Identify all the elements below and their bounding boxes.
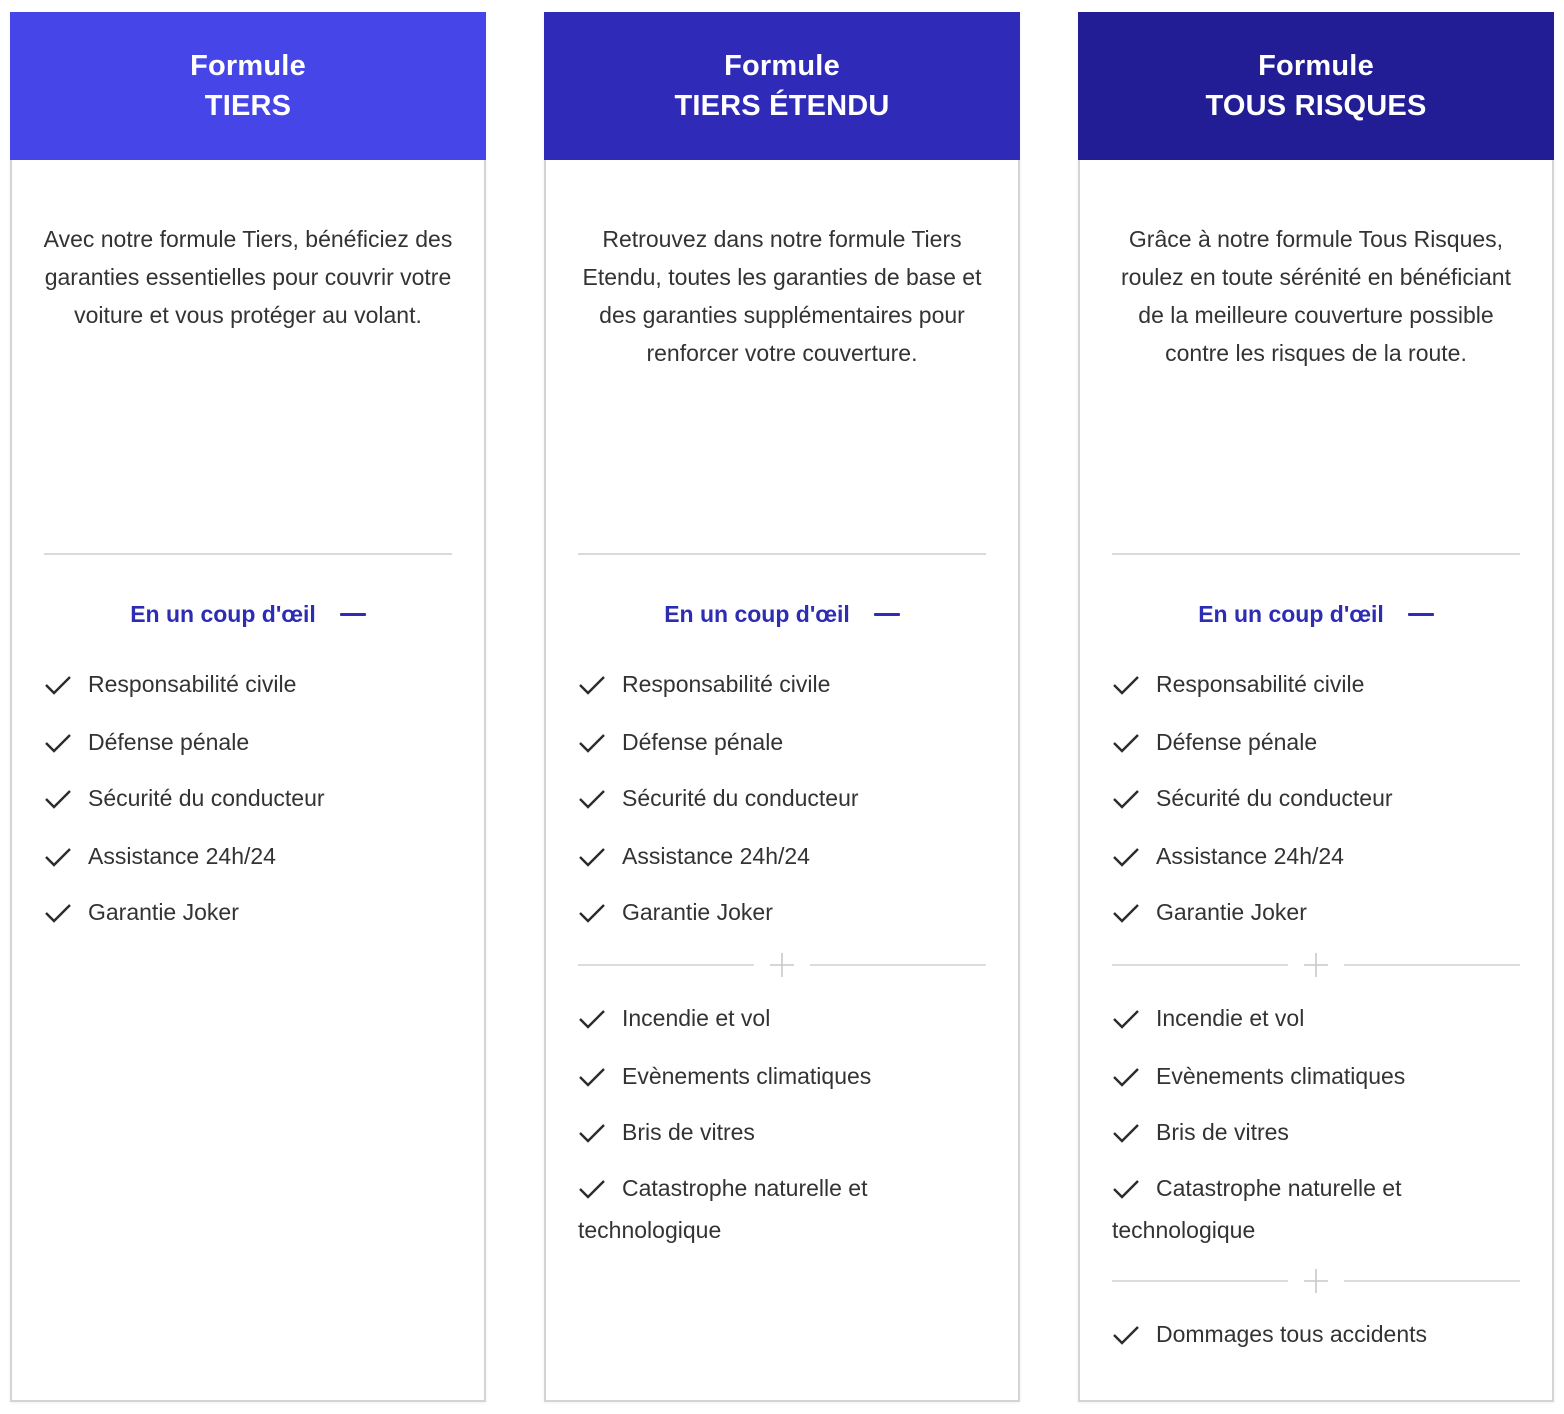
feature-label: Assistance 24h/24	[622, 843, 810, 869]
feature-item	[1112, 1111, 1528, 1153]
minus-icon	[340, 613, 366, 616]
card-description: Avec notre formule Tiers, bénéficiez des garanties essentielles pour couvrir votre voiture et vous protéger au volant.	[43, 226, 453, 328]
minus-icon	[1408, 613, 1434, 616]
feature-item	[578, 835, 994, 877]
plus-separator	[1112, 1269, 1520, 1293]
feature-item	[578, 1055, 994, 1097]
feature-item	[578, 1111, 994, 1153]
feature-item	[1112, 891, 1528, 933]
feature-item	[44, 721, 460, 763]
glance-label: En un coup d'œil	[130, 600, 316, 627]
check-icon	[578, 789, 606, 809]
feature-item	[578, 721, 994, 763]
card-title-line2: TIERS ÉTENDU	[674, 90, 890, 122]
feature-item	[1112, 1313, 1528, 1355]
check-icon	[1112, 1067, 1140, 1087]
feature-label: Sécurité du conducteur	[88, 785, 325, 811]
card-header	[1078, 12, 1554, 160]
check-icon	[1112, 1325, 1140, 1345]
card-header	[10, 12, 486, 160]
divider	[1112, 553, 1520, 555]
check-icon	[44, 847, 72, 867]
check-icon	[578, 847, 606, 867]
feature-label: Catastrophe naturelle et technologique	[578, 1175, 868, 1243]
check-icon	[1112, 675, 1140, 695]
feature-item	[1112, 835, 1528, 877]
glance-label: En un coup d'œil	[664, 600, 850, 627]
plus-icon	[1304, 953, 1328, 977]
card-title-line2: TIERS	[204, 90, 292, 122]
glance-toggle[interactable]	[12, 596, 484, 632]
feature-label: Sécurité du conducteur	[622, 785, 859, 811]
feature-item	[44, 663, 460, 705]
feature-label: Défense pénale	[88, 729, 250, 755]
card-title-line2: TOUS RISQUES	[1205, 90, 1427, 122]
feature-label: Responsabilité civile	[88, 671, 297, 697]
plus-separator	[1112, 953, 1520, 977]
card-title-line1: Formule	[1258, 50, 1374, 82]
plus-separator	[578, 953, 986, 977]
feature-item	[1112, 663, 1528, 705]
card-tiers-etendu	[544, 12, 1020, 1402]
card-description: Grâce à notre formule Tous Risques, roulez en toute sérénité en bénéficiant de la meilleure couverture possible contre les risques de la route.	[1121, 226, 1511, 366]
feature-label: Sécurité du conducteur	[1156, 785, 1393, 811]
minus-icon	[874, 613, 900, 616]
feature-label: Responsabilité civile	[622, 671, 831, 697]
check-icon	[578, 1123, 606, 1143]
feature-item	[1112, 777, 1528, 819]
check-icon	[44, 675, 72, 695]
feature-label: Evènements climatiques	[1156, 1063, 1406, 1089]
feature-label: Bris de vitres	[622, 1119, 755, 1145]
check-icon	[578, 1067, 606, 1087]
feature-label: Garantie Joker	[1156, 899, 1307, 925]
check-icon	[1112, 903, 1140, 923]
feature-item	[44, 835, 460, 877]
check-icon	[578, 1179, 606, 1199]
feature-item	[1112, 721, 1528, 763]
check-icon	[578, 675, 606, 695]
plus-icon	[1304, 1269, 1328, 1293]
divider	[578, 553, 986, 555]
feature-item	[578, 891, 994, 933]
card-header	[544, 12, 1020, 160]
glance-toggle[interactable]	[546, 596, 1018, 632]
check-icon	[44, 789, 72, 809]
feature-label: Défense pénale	[622, 729, 784, 755]
feature-item	[44, 891, 460, 933]
check-icon	[1112, 733, 1140, 753]
feature-label: Incendie et vol	[1156, 1005, 1305, 1031]
feature-item	[44, 777, 460, 819]
feature-item	[1112, 997, 1528, 1039]
feature-item	[1112, 1167, 1442, 1251]
card-description: Retrouvez dans notre formule Tiers Etendu, toutes les garanties de base et des garanties supplémentaires pour renforcer votre couverture.	[582, 226, 982, 366]
feature-label: Garantie Joker	[622, 899, 773, 925]
feature-item	[578, 777, 994, 819]
feature-label: Assistance 24h/24	[88, 843, 276, 869]
feature-item	[578, 1167, 908, 1251]
feature-label: Dommages tous accidents	[1156, 1321, 1428, 1347]
check-icon	[1112, 1123, 1140, 1143]
feature-label: Défense pénale	[1156, 729, 1318, 755]
feature-label: Catastrophe naturelle et technologique	[1112, 1175, 1402, 1243]
feature-label: Assistance 24h/24	[1156, 843, 1344, 869]
check-icon	[44, 733, 72, 753]
feature-label: Responsabilité civile	[1156, 671, 1365, 697]
feature-item	[578, 663, 994, 705]
feature-label: Garantie Joker	[88, 899, 239, 925]
divider	[44, 553, 452, 555]
card-tous-risques	[1078, 12, 1554, 1402]
card-tiers	[10, 12, 486, 1402]
feature-label: Incendie et vol	[622, 1005, 771, 1031]
check-icon	[1112, 1009, 1140, 1029]
check-icon	[1112, 789, 1140, 809]
check-icon	[44, 903, 72, 923]
feature-item	[578, 997, 994, 1039]
check-icon	[578, 903, 606, 923]
glance-label: En un coup d'œil	[1198, 600, 1384, 627]
check-icon	[578, 733, 606, 753]
card-title-line1: Formule	[724, 50, 840, 82]
card-title-line1: Formule	[190, 50, 306, 82]
check-icon	[578, 1009, 606, 1029]
check-icon	[1112, 847, 1140, 867]
check-icon	[1112, 1179, 1140, 1199]
feature-label: Evènements climatiques	[622, 1063, 872, 1089]
plus-icon	[770, 953, 794, 977]
glance-toggle[interactable]	[1080, 596, 1552, 632]
feature-item	[1112, 1055, 1528, 1097]
feature-label: Bris de vitres	[1156, 1119, 1289, 1145]
